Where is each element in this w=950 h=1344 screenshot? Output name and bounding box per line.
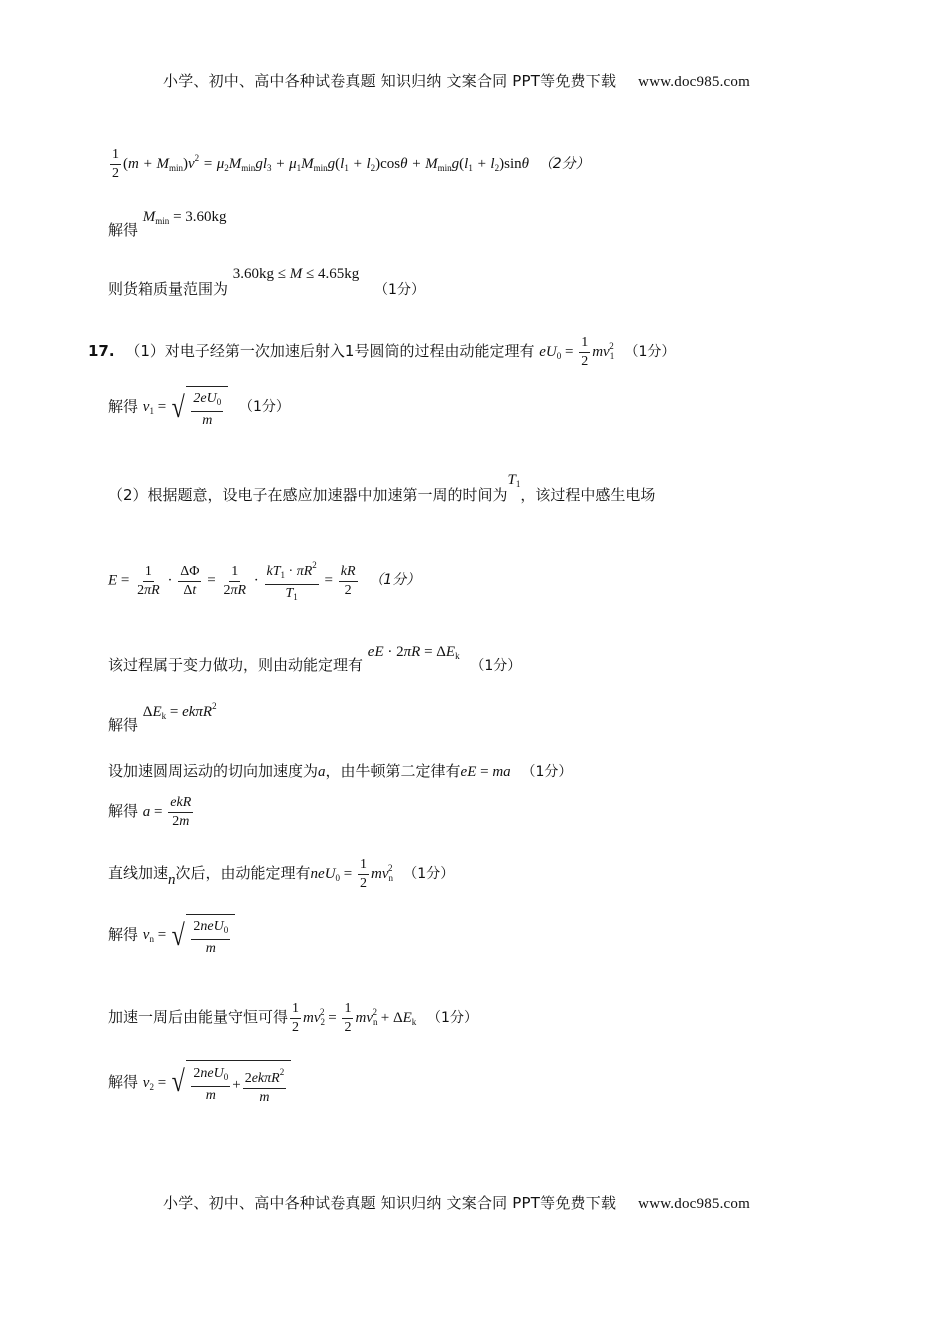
solve-vn: 解得 $v_n$ = √ $\frac{2neU_0}{m}$	[108, 914, 235, 958]
energy-equation: $\frac{1}{2}$ $(m + M_{min})v^2 = \mu_2M_{min}gl_3 + \mu_1M_{min}g(l_1 + l_2)\cos\theta + M_{min}g(l_1 + l_2)\sin\theta$ （2分）	[112, 147, 590, 181]
q17-part1-text: （1）对电子经第一次加速后射入1号圆筒的过程由动能定理有	[125, 341, 535, 360]
q17-part2-tail: ，该过程中感生电场	[520, 486, 656, 504]
tangent-acc: 设加速圆周运动的切向加速度为a，由牛顿第二定律有eE = ma （1分）	[108, 762, 573, 780]
q17-part1: 17. （1）对电子经第一次加速后射入1号圆筒的过程由动能定理有 $eU_0$ = $\frac{1}{2}$ $mv_1^2$ （1分）	[88, 335, 676, 369]
q17-number: 17.	[88, 341, 115, 360]
solve-v1: 解得 $v_1$ = √ $\frac{2eU_0}{m}$ （1分）	[108, 386, 290, 430]
q17-part2: （2）根据题意，设电子在感应加速器中加速第一周的时间为$T_1$，该过程中感生电场	[108, 472, 656, 504]
solve-a: 解得 a = $\frac{\text{ekR}}{2m}$	[108, 795, 192, 829]
straight-acc: 直线加速n次后，由动能定理有neU$_0$ = $\frac{1}{2}$ $mv_n^2$ （1分）	[108, 857, 455, 891]
variable-force: 该过程属于变力做功，则由动能定理有 eE · $2\pi R = \Delta E_k$ （1分）	[108, 644, 522, 674]
header-banner	[163, 70, 750, 91]
solve-label: 解得	[108, 221, 139, 239]
energy-conservation: 加速一周后由能量守恒可得 $\frac{1}{2}$ $mv_2^2$ = $\frac{1}{2}$ $mv_n^2 + \Delta E_k$ （1分）	[108, 1001, 478, 1035]
footer-site: www.doc985.com	[638, 1196, 750, 1212]
header-text: 小学、初中、高中各种试卷真题 知识归纳 文案合同 PPT等免费下载	[163, 72, 617, 90]
header-site: www.doc985.com	[638, 74, 750, 90]
footer-text: 小学、初中、高中各种试卷真题 知识归纳 文案合同 PPT等免费下载	[163, 1194, 617, 1212]
score-2: （2分）	[538, 155, 590, 172]
score-1: （1分）	[374, 282, 425, 298]
solve-v2: 解得 $v_2$ = √ $\frac{2neU_0}{m}$ + $\frac{2ek\pi R^2}{m}$	[108, 1060, 291, 1107]
mass-range: 则货箱质量范围为 3.60kg ≤ M ≤ 4.65kg （1分）	[108, 266, 425, 298]
solve-delta-ek: 解得 $\Delta E_k = ek\pi R^2$	[108, 701, 217, 734]
mmin-value: 3.60kg	[185, 209, 227, 225]
field-equation: E = $\frac{1}{2\pi R}$ · $\frac{\Delta\Phi}{\Delta t}$ = $\frac{1}{2\pi R}$ · $\frac{kT_1 \cdot \pi R^2}{T_1}$ = $\frac{kR}{2}$ （1分）	[108, 556, 420, 606]
solve-mmin: 解得 $M_{min} = 3.60kg$	[108, 209, 227, 239]
footer-banner	[163, 1192, 750, 1213]
range-label: 则货箱质量范围为	[108, 280, 229, 298]
q17-part2-text: （2）根据题意，设电子在感应加速器中加速第一周的时间为	[108, 486, 508, 504]
